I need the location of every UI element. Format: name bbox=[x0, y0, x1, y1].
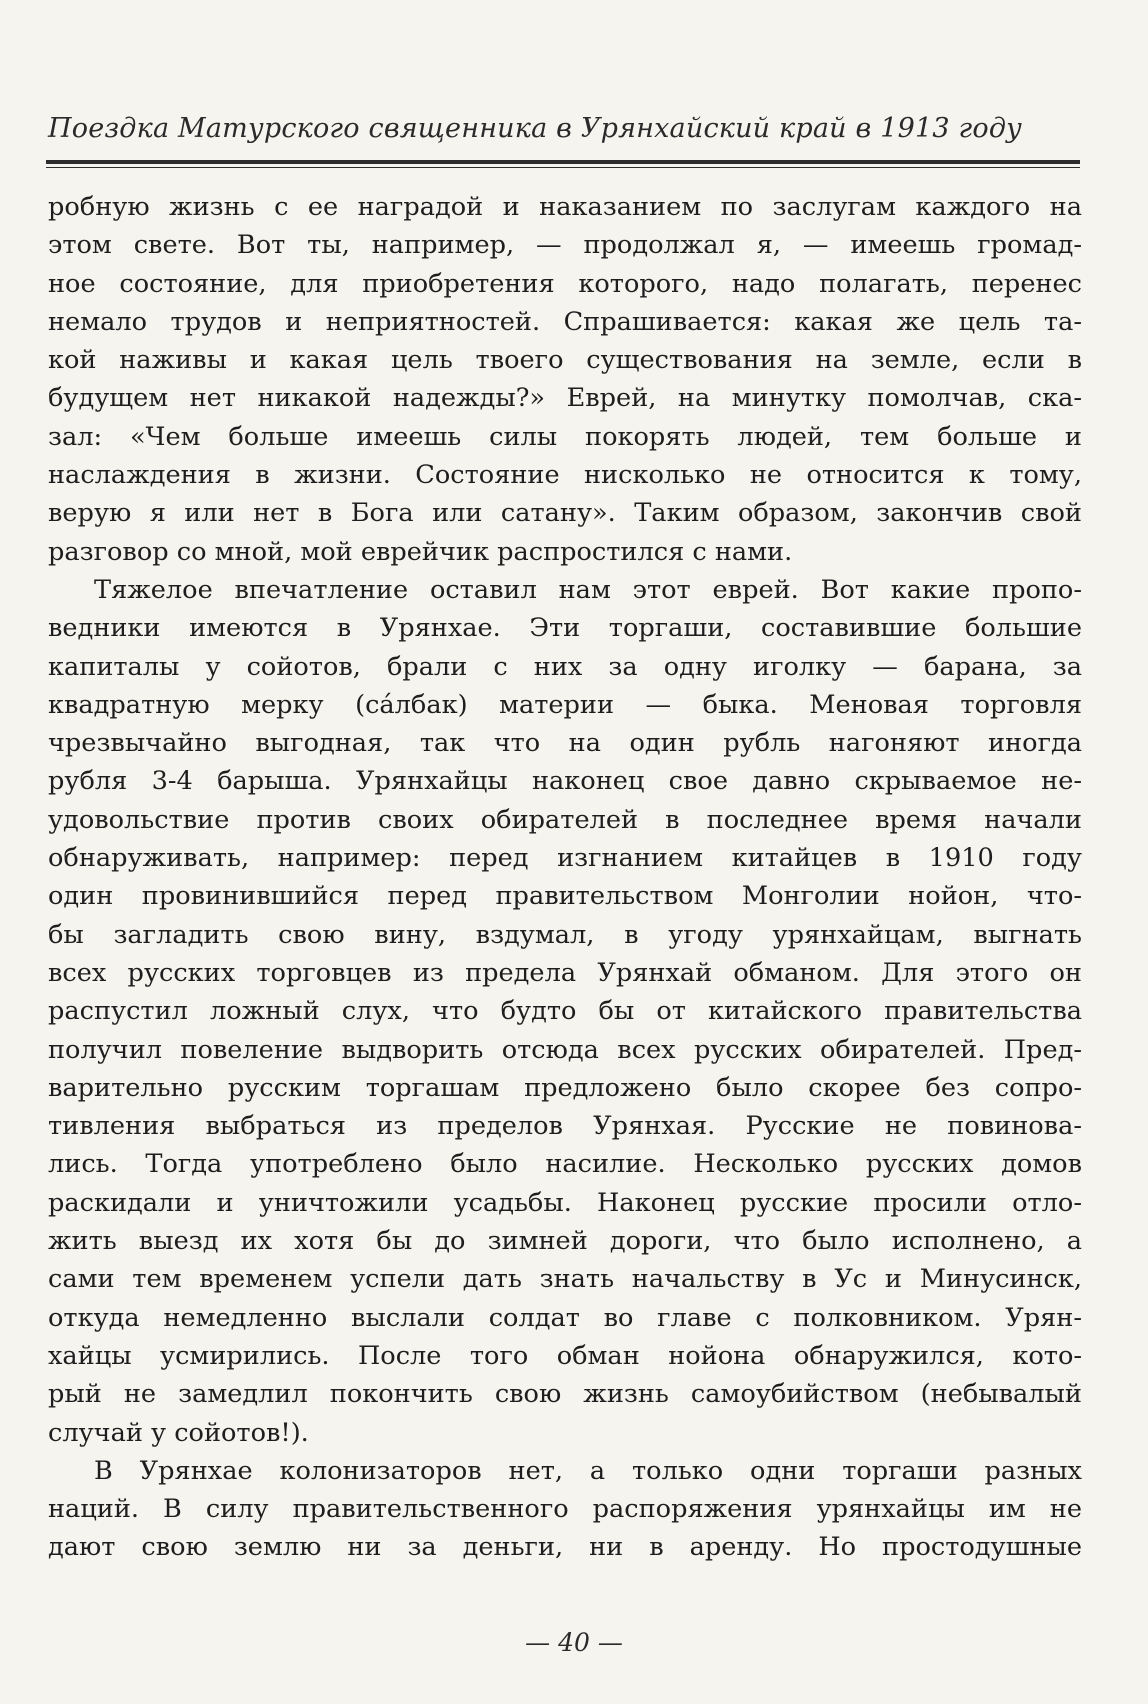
text-line: зал: «Чем больше имеешь силы покорять людей, тем больше и bbox=[48, 421, 1082, 452]
text-line: наций. В силу правительственного распоряжения урянхайцы им не bbox=[48, 1494, 1082, 1525]
text-line: всех русских торговцев из предела Урянхай обманом. Для этого он bbox=[48, 957, 1082, 988]
text-line: удовольствие против своих обирателей в последнее время начали bbox=[48, 804, 1082, 835]
text-line: квадратную мерку (са́лбак) материи — быка. Меновая торговля bbox=[48, 689, 1082, 720]
text-line: чрезвычайно выгодная, так что на один рубль нагоняют иногда bbox=[48, 728, 1082, 759]
text-line: немало трудов и неприятностей. Спрашивается: какая же цель та- bbox=[48, 306, 1082, 337]
text-line: кой наживы и какая цель твоего существования на земле, если в bbox=[48, 345, 1082, 376]
paragraph-3 bbox=[48, 1452, 1082, 1567]
paragraph-2 bbox=[48, 571, 1082, 1452]
text-line: наслаждения в жизни. Состояние нисколько не относится к тому, bbox=[48, 460, 1082, 491]
text-line: этом свете. Вот ты, например, — продолжал я, — имеешь громад- bbox=[48, 230, 1082, 261]
text-line: распустил ложный слух, что будто бы от китайского правительства bbox=[48, 996, 1082, 1027]
text-line: откуда немедленно выслали солдат во главе с полковником. Урян- bbox=[48, 1302, 1082, 1333]
text-line: ное состояние, для приобретения которого, надо полагать, перенес bbox=[48, 268, 1082, 299]
paragraph-1 bbox=[48, 188, 1082, 571]
text-line: сами тем временем успели дать знать начальству в Ус и Минусинск, bbox=[48, 1264, 1082, 1295]
running-header-title: Поездка Матурского священника в Урянхайский край в 1913 году bbox=[48, 113, 1022, 144]
page-number: — 40 — bbox=[525, 1628, 623, 1657]
text-line: робную жизнь с ее наградой и наказанием по заслугам каждого на bbox=[48, 192, 1082, 222]
header-rule-thin bbox=[46, 167, 1080, 168]
text-line: получил повеление выдворить отсюда всех русских обирателей. Пред- bbox=[48, 1034, 1082, 1065]
text-line: варительно русским торгашам предложено было скорее без сопро- bbox=[48, 1072, 1082, 1103]
text-line: случай у сойотов!). bbox=[48, 1417, 309, 1448]
text-line: Тяжелое впечатление оставил нам этот еврей. Вот какие пропо- bbox=[94, 574, 1082, 605]
text-line: обнаруживать, например: перед изгнанием китайцев в 1910 году bbox=[48, 843, 1082, 874]
text-line: рый не замедлил покончить свою жизнь самоубийством (небывалый bbox=[48, 1379, 1082, 1410]
text-line: один провинившийся перед правительством Монголии нойон, что- bbox=[48, 881, 1082, 912]
text-line: капиталы у сойотов, брали с них за одну иголку — барана, за bbox=[48, 651, 1082, 682]
text-line: бы загладить свою вину, вздумал, в угоду урянхайцам, выгнать bbox=[48, 919, 1082, 950]
body-text bbox=[48, 188, 1082, 1567]
text-line: хайцы усмирились. После того обман нойона обнаружился, кото- bbox=[48, 1340, 1082, 1371]
text-line: рубля 3-4 барыша. Урянхайцы наконец свое давно скрываемое не- bbox=[48, 766, 1082, 797]
text-line: разговор со мной, мой еврейчик распростился с нами. bbox=[48, 536, 793, 567]
text-line: дают свою землю ни за деньги, ни в аренду. Но простодушные bbox=[48, 1532, 1082, 1563]
text-line: ведники имеются в Урянхае. Эти торгаши, составившие большие bbox=[48, 613, 1082, 644]
text-line: В Урянхае колонизаторов нет, а только одни торгаши разных bbox=[94, 1455, 1082, 1486]
text-line: тивления выбраться из пределов Урянхая. Русские не повинова- bbox=[48, 1111, 1082, 1142]
text-line: жить выезд их хотя бы до зимней дороги, что было исполнено, а bbox=[48, 1226, 1082, 1257]
header-rule-thick bbox=[46, 160, 1080, 164]
text-line: будущем нет никакой надежды?» Еврей, на минутку помолчав, ска- bbox=[48, 383, 1082, 414]
text-line: лись. Тогда употреблено было насилие. Несколько русских домов bbox=[48, 1149, 1082, 1180]
text-line: раскидали и уничтожили усадьбы. Наконец русские просили отло- bbox=[48, 1187, 1082, 1218]
text-line: верую я или нет в Бога или сатану». Таким образом, закончив свой bbox=[48, 498, 1082, 529]
